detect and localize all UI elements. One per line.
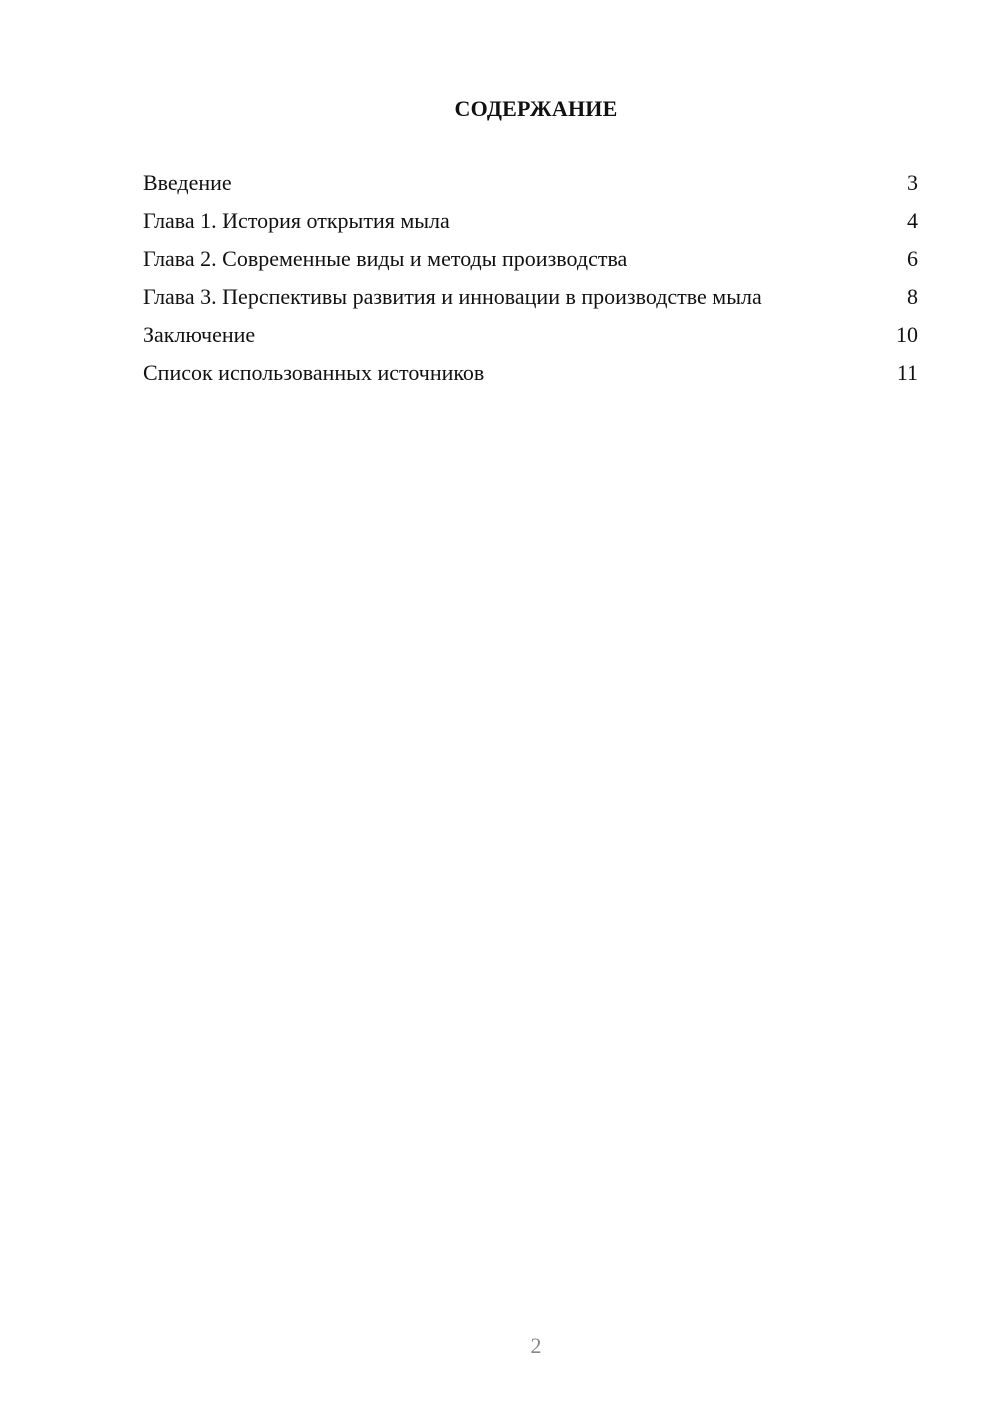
toc-entry-label: Глава 3. Перспективы развития и инновации в производстве мыла bbox=[143, 284, 762, 309]
table-of-contents bbox=[143, 170, 918, 398]
toc-entry bbox=[143, 284, 918, 310]
toc-entry bbox=[143, 170, 918, 196]
toc-entry-label: Заключение bbox=[143, 322, 256, 347]
toc-entry-page: 11 bbox=[896, 360, 918, 385]
toc-entry-label: Введение bbox=[143, 170, 232, 195]
toc-entry-page: 3 bbox=[907, 170, 918, 195]
toc-entry-page: 10 bbox=[896, 322, 918, 347]
toc-entry bbox=[143, 246, 918, 272]
toc-entry-label: Глава 1. История открытия мыла bbox=[143, 208, 450, 233]
page-number: 2 bbox=[530, 1333, 542, 1358]
toc-entry-page: 6 bbox=[907, 246, 918, 271]
toc-entry-label: Список использованных источников bbox=[143, 360, 485, 385]
toc-entry-page: 8 bbox=[907, 284, 918, 309]
toc-entry bbox=[143, 360, 918, 386]
toc-entry bbox=[143, 208, 918, 234]
toc-entry-label: Глава 2. Современные виды и методы производства bbox=[143, 246, 628, 271]
toc-entry-page: 4 bbox=[907, 208, 918, 233]
toc-entry bbox=[143, 322, 918, 348]
toc-title: СОДЕРЖАНИЕ bbox=[454, 96, 618, 121]
